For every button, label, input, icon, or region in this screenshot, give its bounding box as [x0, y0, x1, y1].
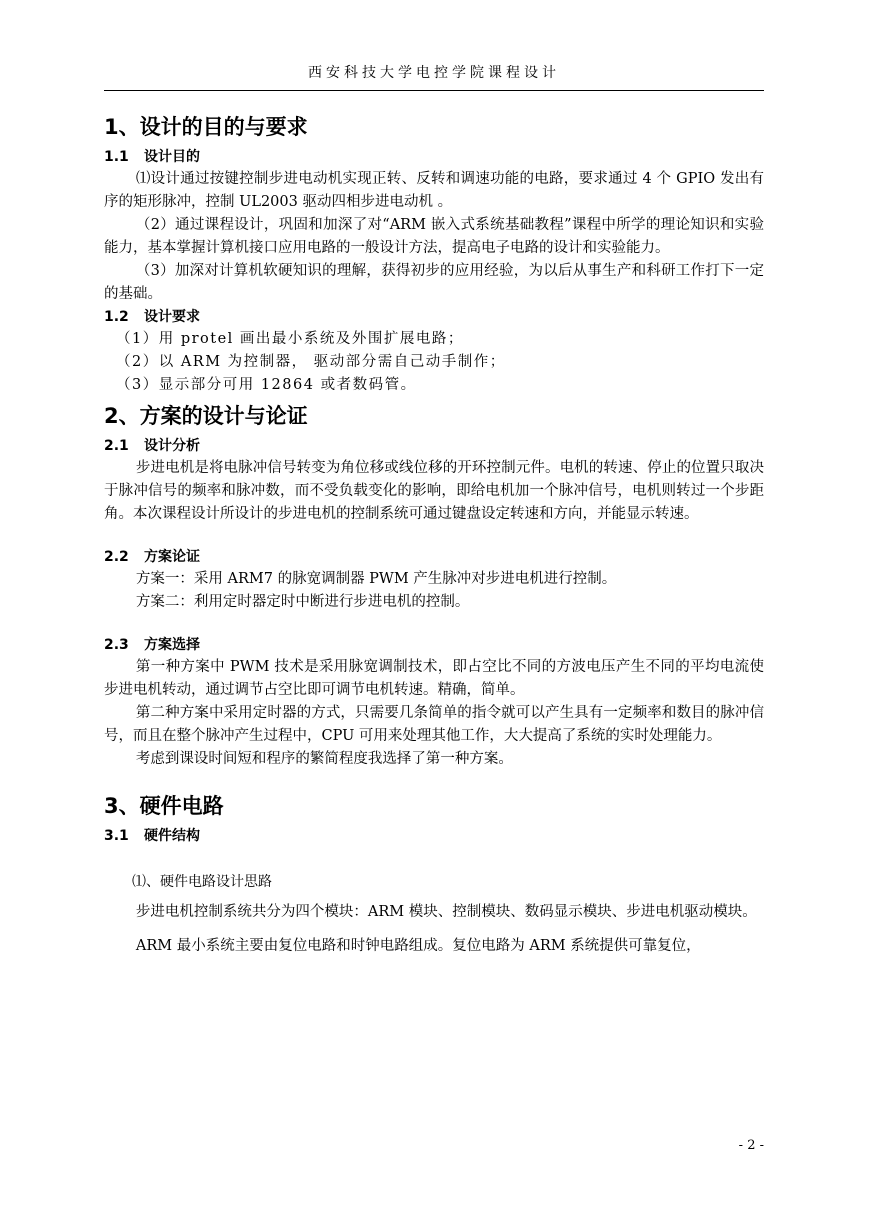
subsection-title: 设计分析: [144, 438, 200, 454]
requirement-item: （2）以 ARM 为控制器， 驱动部分需自己动手制作；: [116, 354, 506, 370]
header-rule: [104, 90, 764, 91]
subsection-1-1-heading: [104, 146, 764, 168]
page-header: 西安科技大学电控学院课程设计: [308, 65, 560, 81]
subsection-title: 设计目的: [144, 149, 200, 165]
subsection-title: 方案论证: [144, 549, 200, 565]
subsection-3-1-heading: [104, 825, 764, 847]
subsection-number: 2.2: [104, 549, 129, 565]
spacer: [104, 614, 764, 634]
requirement-item: （1）用 protel 画出最小系统及外围扩展电路；: [116, 331, 464, 347]
subsection-title: 方案选择: [144, 637, 200, 653]
paragraph: 步进电机是将电脉冲信号转变为角位移或线位移的开环控制元件。电机的转速、停止的位置只取决于脉冲信号的频率和脉冲数，而不受负载变化的影响，即给电机加一个脉冲信号，电机则转过一个步距角。本次课程设计所设计的步进电机的控制系统可通过键盘设定转速和方向，并能显示转速。: [104, 460, 764, 522]
subsection-1-2-heading: [104, 306, 764, 328]
paragraph: ARM 最小系统主要由复位电路和时钟电路组成。复位电路为 ARM 系统提供可靠复位，: [135, 938, 701, 954]
section-2-heading: 2、方案的设计与论证: [104, 404, 308, 428]
subsection-title: 设计要求: [144, 309, 200, 325]
subsection-number: 2.3: [104, 637, 129, 653]
section-3-heading: 3、硬件电路: [104, 794, 224, 818]
subsection-number: 1.1: [104, 149, 129, 165]
paragraph: 步进电机控制系统共分为四个模块：ARM 模块、控制模块、数码显示模块、步进电机驱动模块。: [135, 904, 757, 920]
paragraph: 第二种方案中采用定时器的方式，只需要几条简单的指令就可以产生具有一定频率和数目的脉冲信号，而且在整个脉冲产生过程中，CPU 可用来处理其他工作，大大提高了系统的实时处理能力。: [104, 705, 764, 744]
subsection-title: 硬件结构: [144, 828, 200, 844]
page-number: - 2 -: [738, 1138, 764, 1153]
subsection-2-1-heading: [104, 435, 764, 457]
page-content: [104, 108, 764, 963]
spacer: [104, 526, 764, 546]
paragraph: 第一种方案中 PWM 技术是采用脉宽调制技术，即占空比不同的方波电压产生不同的平均电流使步进电机转动，通过调节占空比即可调节电机转速。精确，简单。: [104, 659, 764, 698]
section-1-heading: 1、设计的目的与要求: [104, 115, 308, 139]
subsection-number: 1.2: [104, 309, 129, 325]
design-idea-subheading: ⑴、硬件电路设计思路: [132, 874, 272, 890]
subsection-number: 3.1: [104, 828, 129, 844]
option-two: 方案二：利用定时器定时中断进行步进电机的控制。: [135, 594, 470, 610]
subsection-2-3-heading: [104, 634, 764, 656]
subsection-2-2-heading: [104, 546, 764, 568]
option-one: 方案一：采用 ARM7 的脉宽调制器 PWM 产生脉冲对步进电机进行控制。: [135, 571, 617, 587]
paragraph: （3）加深对计算机软硬知识的理解，获得初步的应用经验，为以后从事生产和科研工作打下一定的基础。: [104, 263, 764, 302]
paragraph: （2）通过课程设计，巩固和加深了对“ARM 嵌入式系统基础教程”课程中所学的理论知识和实验能力，基本掌握计算机接口应用电路的一般设计方法，提高电子电路的设计和实验能力。: [104, 217, 764, 256]
requirement-item: （3）显示部分可用 12864 或者数码管。: [116, 377, 417, 393]
spacer: [104, 771, 764, 787]
paragraph: 考虑到课设时间短和程序的繁简程度我选择了第一种方案。: [135, 751, 513, 767]
paragraph: ⑴设计通过按键控制步进电动机实现正转、反转和调速功能的电路，要求通过 4 个 GPIO 发出有序的矩形脉冲，控制 UL2003 驱动四相步进电动机 。: [104, 171, 764, 210]
subsection-number: 2.1: [104, 438, 129, 454]
